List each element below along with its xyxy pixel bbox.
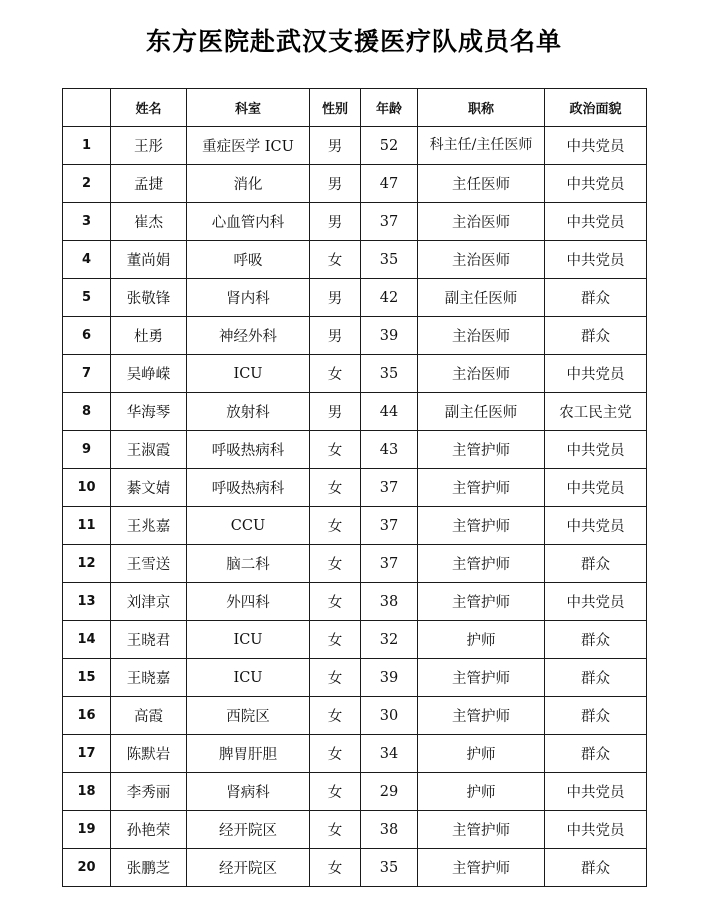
row-number: 14 — [63, 621, 111, 659]
member-name: 张鹏芝 — [111, 849, 187, 887]
row-number: 19 — [63, 811, 111, 849]
row-number: 7 — [63, 355, 111, 393]
table-row — [63, 203, 647, 241]
age: 37 — [361, 545, 418, 583]
department: ICU — [187, 355, 310, 393]
table-row — [63, 697, 647, 735]
table-row — [63, 773, 647, 811]
member-name: 董尚娟 — [111, 241, 187, 279]
political-status: 中共党员 — [545, 431, 647, 469]
department: CCU — [187, 507, 310, 545]
age: 39 — [361, 659, 418, 697]
political-status: 群众 — [545, 317, 647, 355]
department: 重症医学 ICU — [187, 127, 310, 165]
professional-title: 主管护师 — [418, 659, 545, 697]
row-number: 8 — [63, 393, 111, 431]
gender: 女 — [310, 849, 361, 887]
political-status: 群众 — [545, 545, 647, 583]
age: 38 — [361, 583, 418, 621]
table-row — [63, 621, 647, 659]
member-name: 杜勇 — [111, 317, 187, 355]
department: ICU — [187, 659, 310, 697]
professional-title: 副主任医师 — [418, 279, 545, 317]
professional-title: 副主任医师 — [418, 393, 545, 431]
professional-title: 主管护师 — [418, 431, 545, 469]
table-row — [63, 431, 647, 469]
professional-title: 护师 — [418, 621, 545, 659]
document-title: 东方医院赴武汉支援医疗队成员名单 — [145, 27, 562, 56]
team-member-table — [62, 88, 647, 887]
professional-title: 科主任/主任医师 — [418, 127, 545, 165]
political-status: 中共党员 — [545, 469, 647, 507]
gender: 男 — [310, 127, 361, 165]
row-number: 15 — [63, 659, 111, 697]
age: 30 — [361, 697, 418, 735]
department: 呼吸热病科 — [187, 431, 310, 469]
member-name: 孟捷 — [111, 165, 187, 203]
table-header-row — [63, 89, 647, 127]
age: 37 — [361, 203, 418, 241]
professional-title: 主管护师 — [418, 697, 545, 735]
age: 35 — [361, 849, 418, 887]
department: 脑二科 — [187, 545, 310, 583]
political-status: 群众 — [545, 279, 647, 317]
age: 32 — [361, 621, 418, 659]
row-number: 10 — [63, 469, 111, 507]
department: 神经外科 — [187, 317, 310, 355]
table-row — [63, 545, 647, 583]
political-status: 中共党员 — [545, 241, 647, 279]
table-row — [63, 393, 647, 431]
department-header: 科室 — [187, 89, 310, 127]
professional-title: 主治医师 — [418, 355, 545, 393]
table-row — [63, 735, 647, 773]
row-number: 3 — [63, 203, 111, 241]
name-header: 姓名 — [111, 89, 187, 127]
department: 呼吸热病科 — [187, 469, 310, 507]
table-row — [63, 355, 647, 393]
political-status: 中共党员 — [545, 811, 647, 849]
department: 外四科 — [187, 583, 310, 621]
row-number: 1 — [63, 127, 111, 165]
member-name: 华海琴 — [111, 393, 187, 431]
age: 39 — [361, 317, 418, 355]
member-name: 吴峥嵘 — [111, 355, 187, 393]
department: 西院区 — [187, 697, 310, 735]
political-status-header: 政治面貌 — [545, 89, 647, 127]
row-number: 9 — [63, 431, 111, 469]
member-name: 刘津京 — [111, 583, 187, 621]
table-row — [63, 469, 647, 507]
political-status: 群众 — [545, 659, 647, 697]
row-number: 13 — [63, 583, 111, 621]
row-number: 4 — [63, 241, 111, 279]
gender: 女 — [310, 697, 361, 735]
political-status: 中共党员 — [545, 583, 647, 621]
professional-title: 护师 — [418, 773, 545, 811]
age: 42 — [361, 279, 418, 317]
professional-title: 主任医师 — [418, 165, 545, 203]
member-name: 高霞 — [111, 697, 187, 735]
gender: 女 — [310, 583, 361, 621]
member-name: 崔杰 — [111, 203, 187, 241]
department: 肾内科 — [187, 279, 310, 317]
professional-title: 主管护师 — [418, 811, 545, 849]
professional-title: 主管护师 — [418, 545, 545, 583]
gender: 女 — [310, 431, 361, 469]
row-number: 18 — [63, 773, 111, 811]
member-name: 孙艳荣 — [111, 811, 187, 849]
department: 脾胃肝胆 — [187, 735, 310, 773]
political-status: 中共党员 — [545, 203, 647, 241]
age: 52 — [361, 127, 418, 165]
professional-title: 主治医师 — [418, 241, 545, 279]
row-number: 17 — [63, 735, 111, 773]
table-row — [63, 165, 647, 203]
gender: 女 — [310, 507, 361, 545]
table-row — [63, 127, 647, 165]
gender: 女 — [310, 469, 361, 507]
gender: 女 — [310, 241, 361, 279]
row-number: 6 — [63, 317, 111, 355]
gender: 男 — [310, 279, 361, 317]
row-number: 16 — [63, 697, 111, 735]
political-status: 中共党员 — [545, 507, 647, 545]
political-status: 中共党员 — [545, 165, 647, 203]
table-row — [63, 811, 647, 849]
table-row — [63, 583, 647, 621]
member-name: 王兆嘉 — [111, 507, 187, 545]
age: 35 — [361, 355, 418, 393]
gender: 男 — [310, 393, 361, 431]
table-row — [63, 317, 647, 355]
political-status: 群众 — [545, 697, 647, 735]
member-name: 王淑霞 — [111, 431, 187, 469]
gender: 女 — [310, 621, 361, 659]
gender: 女 — [310, 355, 361, 393]
department: 经开院区 — [187, 811, 310, 849]
political-status: 群众 — [545, 621, 647, 659]
table-row — [63, 659, 647, 697]
age: 44 — [361, 393, 418, 431]
member-name: 王雪送 — [111, 545, 187, 583]
political-status: 群众 — [545, 735, 647, 773]
member-name: 綦文婧 — [111, 469, 187, 507]
member-name: 张敬锋 — [111, 279, 187, 317]
political-status: 群众 — [545, 849, 647, 887]
department: 消化 — [187, 165, 310, 203]
row-number: 5 — [63, 279, 111, 317]
professional-title: 护师 — [418, 735, 545, 773]
member-name: 王晓嘉 — [111, 659, 187, 697]
row-number: 2 — [63, 165, 111, 203]
political-status: 中共党员 — [545, 773, 647, 811]
age: 37 — [361, 469, 418, 507]
gender: 女 — [310, 811, 361, 849]
gender: 女 — [310, 735, 361, 773]
gender: 男 — [310, 203, 361, 241]
age: 43 — [361, 431, 418, 469]
age: 38 — [361, 811, 418, 849]
department: 肾病科 — [187, 773, 310, 811]
table-row — [63, 241, 647, 279]
gender: 男 — [310, 317, 361, 355]
political-status: 中共党员 — [545, 127, 647, 165]
member-name: 王晓君 — [111, 621, 187, 659]
professional-title: 主治医师 — [418, 317, 545, 355]
department: 心血管内科 — [187, 203, 310, 241]
professional-title: 主管护师 — [418, 849, 545, 887]
professional-title: 主治医师 — [418, 203, 545, 241]
department: ICU — [187, 621, 310, 659]
age: 47 — [361, 165, 418, 203]
department: 经开院区 — [187, 849, 310, 887]
age: 34 — [361, 735, 418, 773]
title-header: 职称 — [418, 89, 545, 127]
row-number: 12 — [63, 545, 111, 583]
gender: 男 — [310, 165, 361, 203]
table-row — [63, 279, 647, 317]
gender: 女 — [310, 659, 361, 697]
table-row — [63, 849, 647, 887]
index-header — [63, 89, 111, 127]
gender-header: 性别 — [310, 89, 361, 127]
age-header: 年龄 — [361, 89, 418, 127]
table-row — [63, 507, 647, 545]
gender: 女 — [310, 545, 361, 583]
row-number: 20 — [63, 849, 111, 887]
professional-title: 主管护师 — [418, 583, 545, 621]
professional-title: 主管护师 — [418, 507, 545, 545]
department: 呼吸 — [187, 241, 310, 279]
gender: 女 — [310, 773, 361, 811]
member-name: 陈默岩 — [111, 735, 187, 773]
row-number: 11 — [63, 507, 111, 545]
age: 35 — [361, 241, 418, 279]
age: 37 — [361, 507, 418, 545]
age: 29 — [361, 773, 418, 811]
political-status: 中共党员 — [545, 355, 647, 393]
department: 放射科 — [187, 393, 310, 431]
political-status: 农工民主党 — [545, 393, 647, 431]
member-name: 王彤 — [111, 127, 187, 165]
member-name: 李秀丽 — [111, 773, 187, 811]
professional-title: 主管护师 — [418, 469, 545, 507]
